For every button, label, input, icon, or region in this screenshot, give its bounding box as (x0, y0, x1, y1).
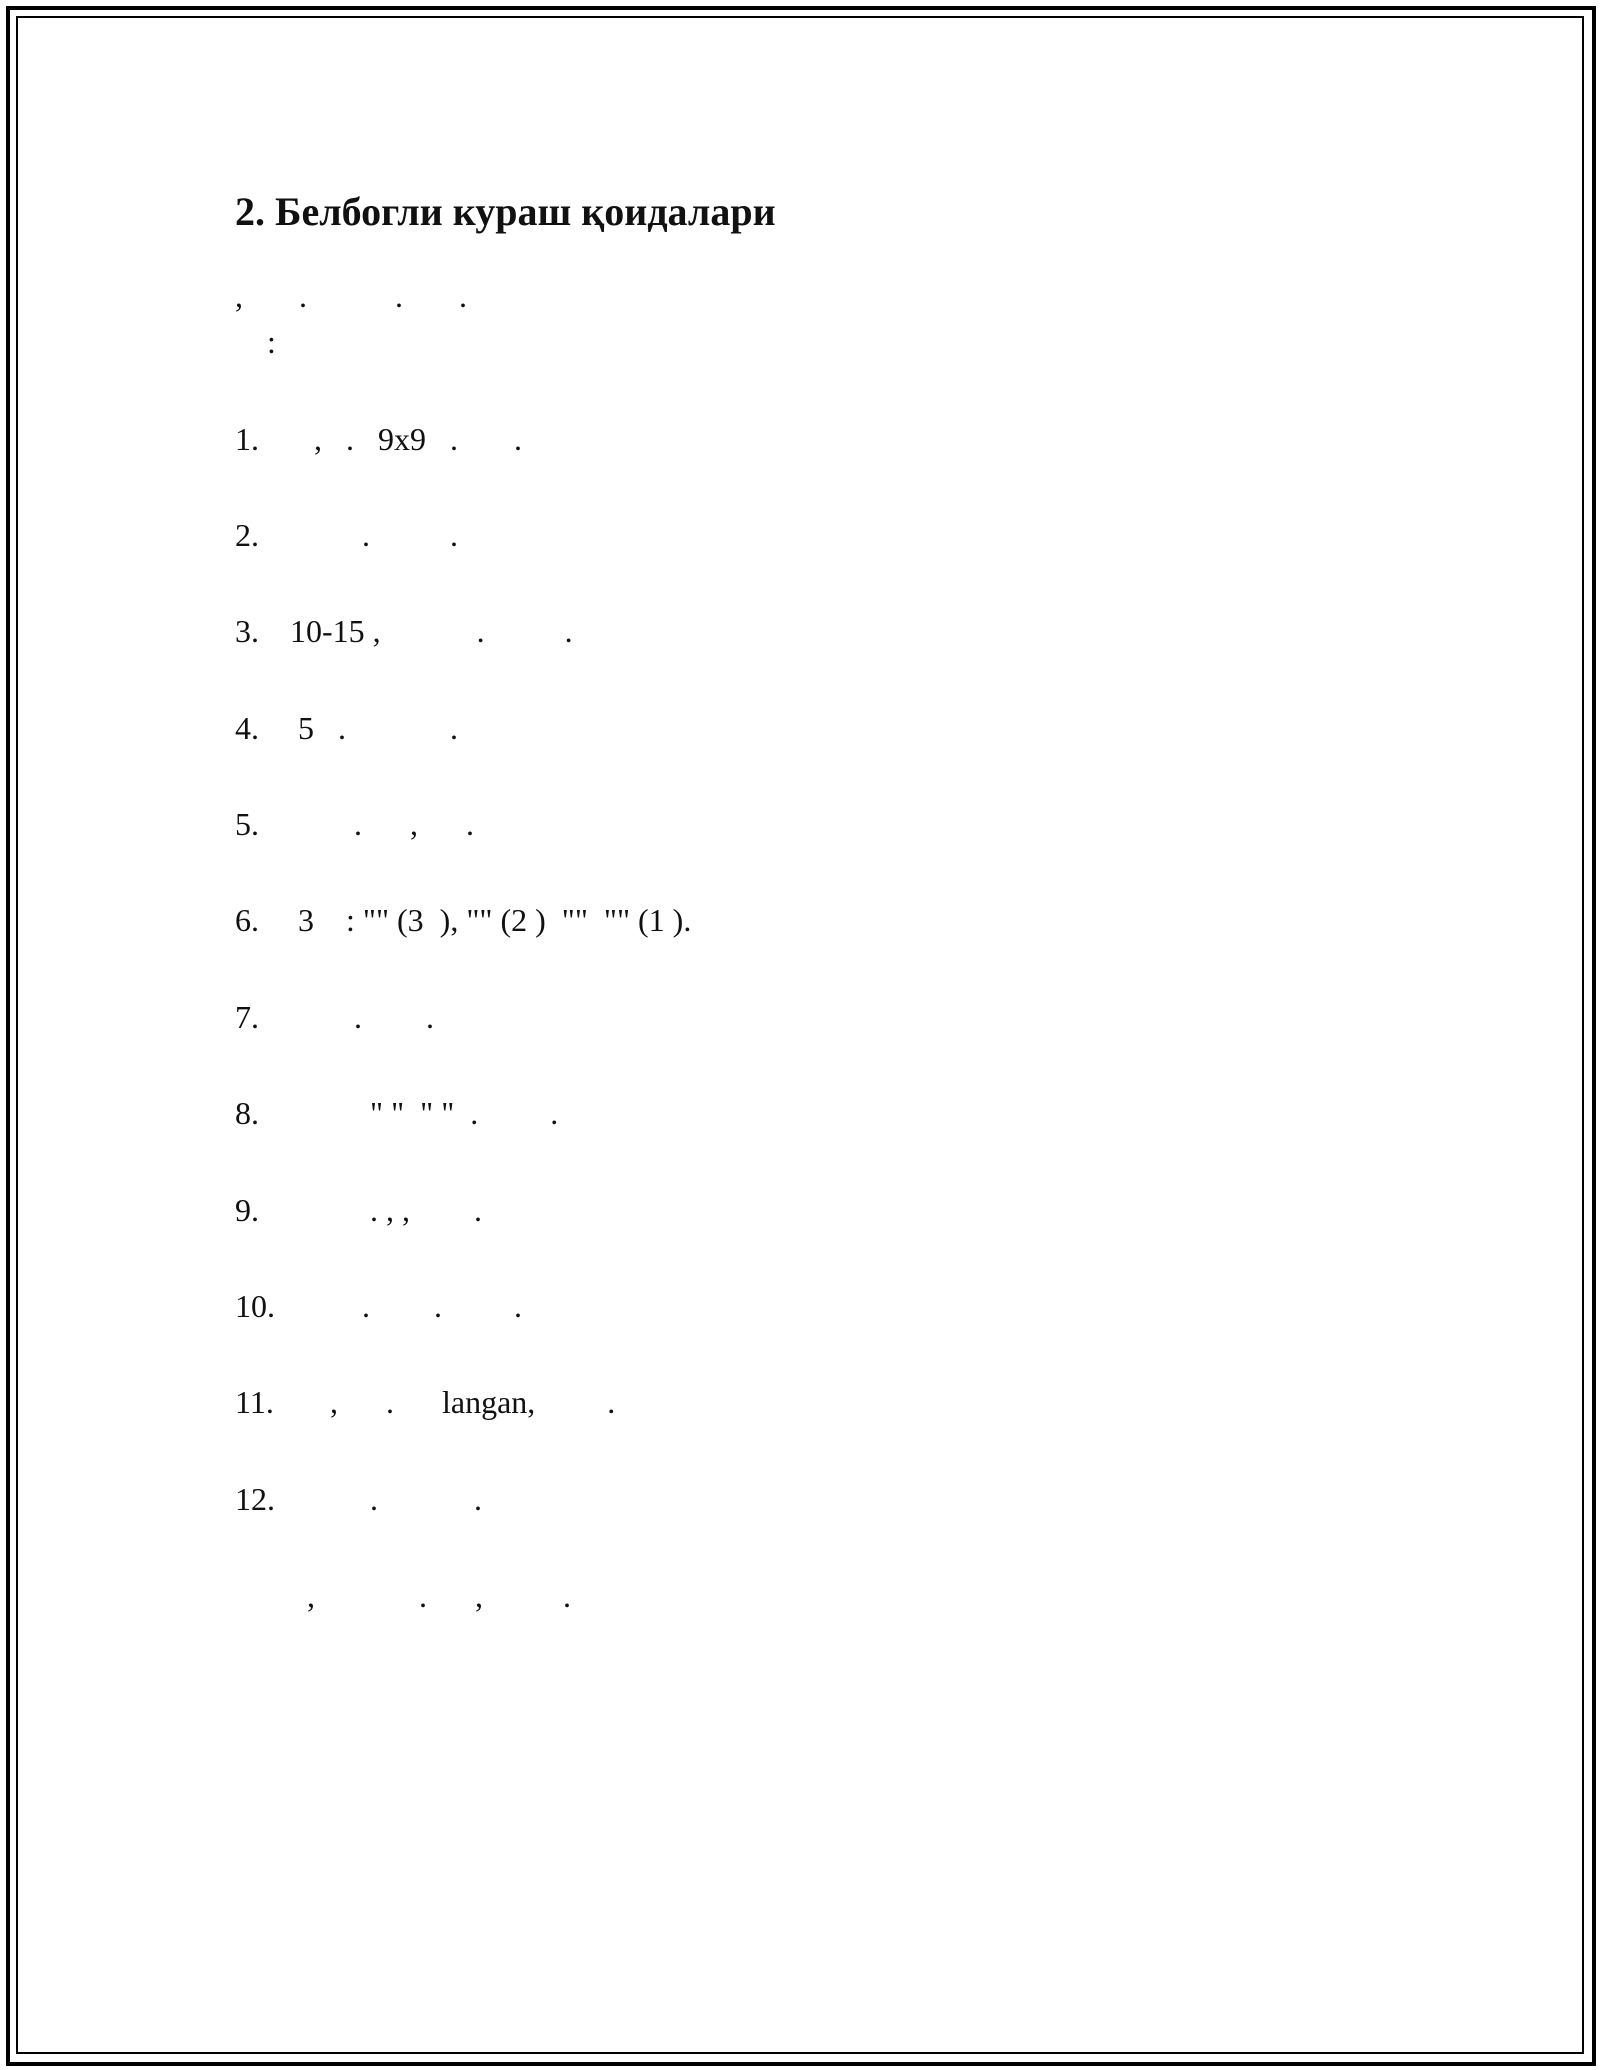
list-item (235, 1190, 482, 1230)
list-item-text: , . langan, . (290, 1384, 616, 1420)
list-item (235, 1286, 522, 1326)
list-item-text: , . 9x9 . . (290, 421, 522, 457)
list-item-text: " " " " . . (290, 1095, 559, 1131)
list-item (235, 708, 458, 748)
list-item (235, 997, 434, 1037)
list-item-text: . . (290, 517, 458, 553)
list-item-number: 12. (235, 1481, 275, 1517)
list-item-number: 3. (235, 613, 259, 649)
list-item-number: 5. (235, 806, 259, 842)
list-item-text: . . (290, 999, 434, 1035)
list-item (235, 419, 522, 459)
list-item (235, 900, 691, 940)
list-item (235, 1382, 615, 1422)
list-item-number: 10. (235, 1288, 275, 1324)
list-item-text: . . (290, 1481, 482, 1517)
list-item (235, 804, 474, 844)
intro-line-1: , . . . (235, 278, 467, 314)
closing-paragraph: , . , . (235, 1578, 571, 1614)
list-item-number: 6. (235, 902, 259, 938)
list-item-text: . . . (290, 1288, 522, 1324)
intro-line-2: : (235, 324, 276, 360)
list-item-text: . , , . (290, 1192, 482, 1228)
list-item (235, 1093, 558, 1133)
list-item-text: . , . (290, 806, 474, 842)
list-item-number: 9. (235, 1192, 259, 1228)
list-item-number: 4. (235, 710, 259, 746)
list-item (235, 1479, 482, 1519)
list-item-text: 3 : "" (3 ), "" (2 ) "" "" (1 ). (290, 902, 692, 938)
list-item-text: 5 . . (290, 710, 458, 746)
list-item (235, 515, 458, 555)
section-title: 2. Белбогли кураш қоидалари (235, 189, 776, 234)
list-item-number: 1. (235, 421, 259, 457)
list-item (235, 611, 573, 651)
list-item-number: 11. (235, 1384, 274, 1420)
list-item-number: 2. (235, 517, 259, 553)
list-item-number: 8. (235, 1095, 259, 1131)
list-item-text: 10-15 , . . (290, 613, 573, 649)
list-item-number: 7. (235, 999, 259, 1035)
